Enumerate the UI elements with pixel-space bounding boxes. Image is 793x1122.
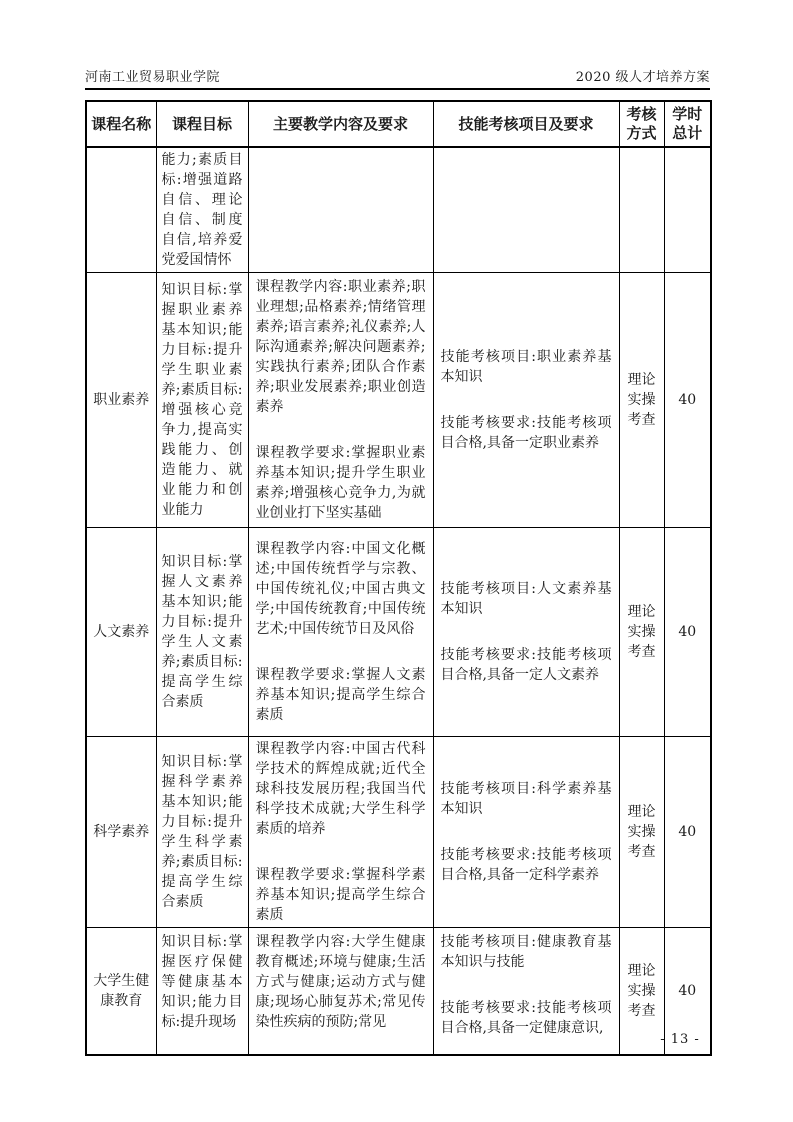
assessment-item-text: 技能考核项目:职业素养基本知识 bbox=[440, 349, 612, 385]
assessment-cell bbox=[433, 737, 619, 928]
objectives-cell bbox=[156, 928, 248, 1055]
method-line: 理论 bbox=[627, 804, 656, 820]
assessment-requirement-text: 技能考核要求:技能考核项目合格,具备一定科学素养 bbox=[440, 847, 612, 883]
course-name-cell: 人文素养 bbox=[86, 528, 156, 737]
method-line: 理论 bbox=[627, 962, 656, 979]
assessment-requirement-text: 技能考核要求:技能考核项目合格,具备一定职业素养 bbox=[440, 415, 612, 451]
method-line: 实操 bbox=[627, 624, 656, 640]
objectives-cell bbox=[156, 528, 248, 737]
assessment-requirement-text: 技能考核要求:技能考核项目合格,具备一定健康意识, bbox=[440, 1000, 612, 1036]
col-header-method-line: 考核 bbox=[626, 105, 657, 123]
objectives-cell bbox=[156, 737, 248, 928]
page-header bbox=[85, 66, 710, 85]
objectives-text: 知识目标:掌握科学素养基本知识;能力目标:提升学生科学素养;素质目标:提高学生综合素质 bbox=[161, 754, 243, 910]
objectives-cell bbox=[156, 147, 248, 273]
assessment-cell bbox=[433, 928, 619, 1055]
objectives-text: 知识目标:掌握医疗保健等健康基本知识;能力目标:提升现场 bbox=[161, 934, 243, 1030]
method-cell bbox=[619, 147, 664, 273]
table-header-row bbox=[86, 101, 711, 147]
col-header-hours-line: 学时 bbox=[672, 105, 703, 123]
content-cell bbox=[248, 147, 433, 273]
teaching-content-text: 课程教学内容:职业素养;职业理想;品格素养;情绪管理素养;语言素养;礼仪素养;人际沟通素养;解决问题素养;实践执行素养;团队合作素养;职业发展素养;职业创造素养 bbox=[255, 279, 426, 415]
hours-cell bbox=[664, 147, 711, 273]
method-cell bbox=[619, 528, 664, 737]
table-row-college-health-education bbox=[86, 928, 711, 1055]
hours-cell: 40 bbox=[664, 737, 711, 928]
header-divider bbox=[85, 88, 710, 90]
content-cell bbox=[248, 928, 433, 1055]
method-line: 实操 bbox=[627, 982, 656, 999]
table-row-continuation bbox=[86, 147, 711, 273]
col-header-method bbox=[619, 101, 664, 147]
assessment-item-text: 技能考核项目:健康教育基本知识与技能 bbox=[440, 934, 612, 970]
col-header-content: 主要教学内容及要求 bbox=[248, 101, 433, 147]
table-row-professional-literacy bbox=[86, 273, 711, 528]
teaching-requirement-text: 课程教学要求:掌握科学素养基本知识;提高学生综合素质 bbox=[255, 867, 426, 923]
teaching-requirement-text: 课程教学要求:掌握人文素养基本知识;提高学生综合素质 bbox=[255, 667, 426, 723]
course-name-cell: 职业素养 bbox=[86, 273, 156, 528]
table-row-scientific-literacy bbox=[86, 737, 711, 928]
objectives-text: 能力;素质目标:增强道路自信、理论自信、制度自信,培养爱党爱国情怀 bbox=[161, 152, 243, 268]
objectives-text: 知识目标:掌握职业素养基本知识;能力目标:提升学生职业素养;素质目标:增强核心竞争力,提高实践能力、创造能力、就业能力和创业能力 bbox=[161, 282, 243, 518]
content-cell bbox=[248, 273, 433, 528]
curriculum-table bbox=[85, 100, 712, 1056]
teaching-content-text: 课程教学内容:中国古代科学技术的辉煌成就;近代全球科技发展历程;我国当代科学技术成就;大学生科学素质的培养 bbox=[255, 741, 426, 837]
course-name-cell bbox=[86, 147, 156, 273]
table-row-humanistic-literacy bbox=[86, 528, 711, 737]
objectives-cell bbox=[156, 273, 248, 528]
col-header-hours-line: 总计 bbox=[672, 124, 703, 142]
method-cell bbox=[619, 273, 664, 528]
assessment-cell bbox=[433, 528, 619, 737]
assessment-item-text: 技能考核项目:科学素养基本知识 bbox=[440, 781, 612, 817]
course-name-cell: 大学生健康教育 bbox=[86, 928, 156, 1055]
assessment-cell bbox=[433, 147, 619, 273]
assessment-requirement-text: 技能考核要求:技能考核项目合格,具备一定人文素养 bbox=[440, 647, 612, 683]
hours-cell: 40 bbox=[664, 928, 711, 1055]
col-header-method-line: 方式 bbox=[626, 124, 657, 142]
teaching-requirement-text: 课程教学要求:掌握职业素养基本知识;提升学生职业素养;增强核心竞争力,为就业创业打下坚实基础 bbox=[255, 445, 426, 521]
method-line: 考查 bbox=[627, 844, 656, 860]
objectives-text: 知识目标:掌握人文素养基本知识;能力目标:提升学生人文素养;素质目标:提高学生综合素质 bbox=[161, 554, 243, 710]
method-line: 理论 bbox=[627, 604, 656, 620]
header-school-name: 河南工业贸易职业学院 bbox=[85, 70, 221, 85]
method-cell bbox=[619, 737, 664, 928]
col-header-course-name: 课程名称 bbox=[86, 101, 156, 147]
assessment-cell bbox=[433, 273, 619, 528]
col-header-hours bbox=[664, 101, 711, 147]
hours-cell: 40 bbox=[664, 528, 711, 737]
content-cell bbox=[248, 528, 433, 737]
method-line: 考查 bbox=[627, 1002, 656, 1019]
content-cell bbox=[248, 737, 433, 928]
assessment-item-text: 技能考核项目:人文素养基本知识 bbox=[440, 581, 612, 617]
col-header-assessment: 技能考核项目及要求 bbox=[433, 101, 619, 147]
header-plan-title: 2020 级人才培养方案 bbox=[575, 70, 710, 85]
method-line: 理论 bbox=[627, 372, 656, 388]
teaching-content-text: 课程教学内容:大学生健康教育概述;环境与健康;生活方式与健康;运动方式与健康;现场心肺复苏术;常见传染性疾病的预防;常见 bbox=[255, 934, 426, 1030]
teaching-content-text: 课程教学内容:中国文化概述;中国传统哲学与宗教、中国传统礼仪;中国古典文学;中国传统教育;中国传统艺术;中国传统节日及风俗 bbox=[255, 541, 426, 637]
course-name-cell: 科学素养 bbox=[86, 737, 156, 928]
page-number: - 13 - bbox=[660, 1032, 700, 1047]
method-line: 考查 bbox=[627, 644, 656, 660]
method-line: 考查 bbox=[627, 412, 656, 428]
hours-cell: 40 bbox=[664, 273, 711, 528]
col-header-objectives: 课程目标 bbox=[156, 101, 248, 147]
method-line: 实操 bbox=[627, 392, 656, 408]
method-line: 实操 bbox=[627, 824, 656, 840]
